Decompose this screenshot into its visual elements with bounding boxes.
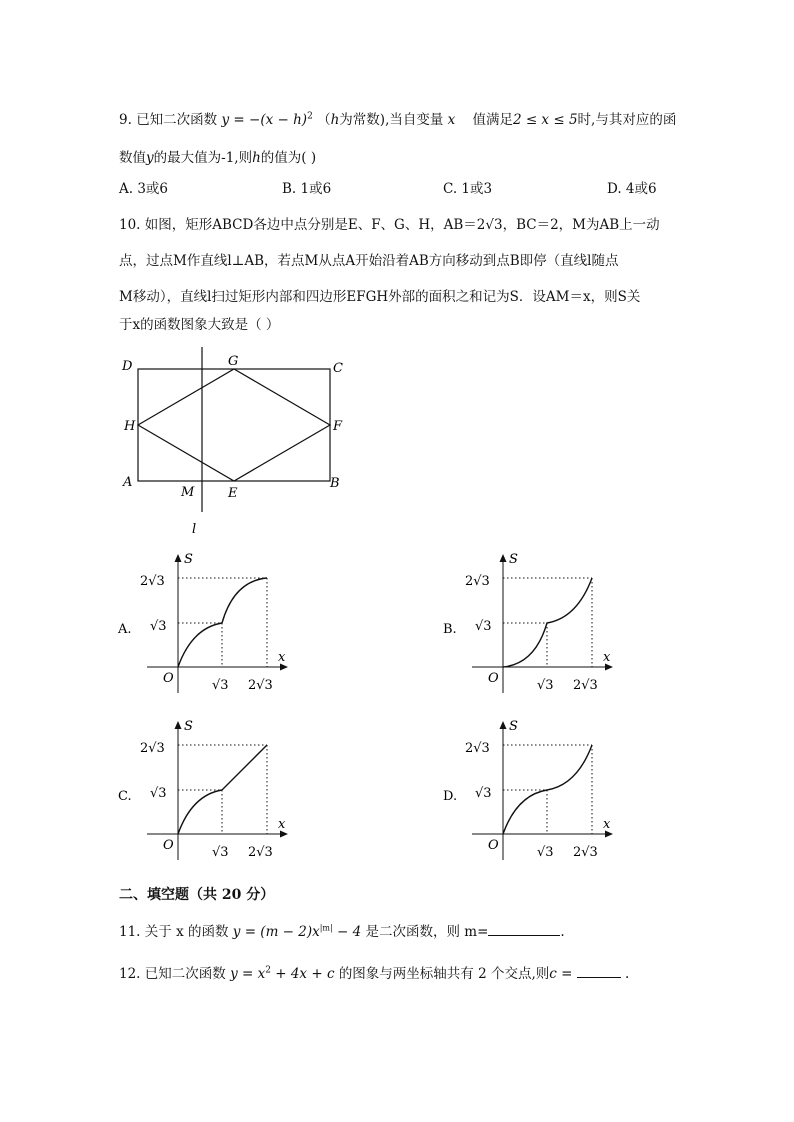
- q9-cond-post: 时,与其对应的函: [577, 112, 677, 128]
- q11-formula: y = (m − 2)x: [232, 924, 320, 940]
- y-tick-2root3: 2√3: [140, 741, 165, 756]
- origin-label: O: [488, 838, 499, 853]
- q11-end: .: [560, 924, 565, 940]
- q12-formula: y = x: [230, 966, 266, 982]
- x-tick-2root3: 2√3: [248, 678, 273, 693]
- label-c: C: [333, 361, 343, 376]
- x-tick-2root3: 2√3: [573, 845, 598, 860]
- quadrilateral-efgh: [138, 369, 330, 481]
- q9-number: 9.: [119, 112, 132, 128]
- q11-answer-blank[interactable]: [488, 935, 560, 936]
- q12-formula-tail: + 4x + c: [270, 966, 335, 982]
- q9-cond: 2 ≤ x ≤ 5: [512, 112, 578, 128]
- x-label: x: [603, 650, 611, 665]
- q12-pre: 已知二次函数: [144, 966, 226, 982]
- q12-exp: 2: [265, 965, 271, 976]
- x-tick-root3: √3: [212, 678, 229, 693]
- q9-line2-c: 的值为( ): [260, 150, 317, 166]
- y-tick-2root3: 2√3: [465, 741, 490, 756]
- x-label: x: [278, 650, 286, 665]
- rectangle-figure: [110, 340, 360, 535]
- q10-line1: 10. 如图，矩形ABCD各边中点分别是E、F、G、H，AB＝2√3，BC＝2，M为AB上一动: [119, 217, 660, 233]
- q12-post: 的图象与两坐标轴共有 2 个交点,则: [338, 966, 550, 982]
- q10-line2: 点，过点M作直线l⊥AB，若点M从点A开始沿着AB方向移动到点B即停（直线l随点: [119, 253, 619, 269]
- s-label: S: [509, 719, 518, 734]
- rectangle-abcd: [138, 369, 330, 481]
- option-b-label: B.: [443, 622, 457, 637]
- x-label: x: [603, 817, 611, 832]
- q9-h-var2: h: [252, 150, 261, 166]
- q9-formula: y = −(x − h): [221, 112, 308, 128]
- y-axis-arrow: [500, 721, 507, 729]
- x-tick-2root3: 2√3: [573, 678, 598, 693]
- q12-line: [119, 962, 629, 982]
- y-tick-root3: √3: [475, 619, 492, 634]
- q9-option-a: A. 3或6: [119, 181, 169, 197]
- q9-option-b: B. 1或6: [282, 181, 332, 197]
- y-tick-2root3: 2√3: [465, 574, 490, 589]
- q9-line2: [119, 146, 316, 166]
- s-label: S: [184, 552, 193, 567]
- y-axis-arrow: [500, 554, 507, 562]
- q9-line1: [119, 108, 676, 128]
- x-tick-root3: √3: [537, 678, 554, 693]
- q9-line2-a: 数值: [119, 150, 146, 166]
- q9-option-d: D. 4或6: [607, 181, 657, 197]
- label-d: D: [122, 359, 133, 374]
- label-g: G: [228, 354, 239, 369]
- y-tick-root3: √3: [150, 619, 167, 634]
- q9-h-var: h: [330, 112, 340, 128]
- x-tick-2root3: 2√3: [248, 845, 273, 860]
- graph-option-c: [112, 715, 302, 865]
- option-d-label: D.: [443, 789, 458, 804]
- y-axis-arrow: [175, 554, 182, 562]
- q12-end: .: [620, 966, 630, 982]
- y-tick-2root3: 2√3: [140, 574, 165, 589]
- q11-pre: 关于 x 的函数: [144, 924, 229, 940]
- x-tick-root3: √3: [212, 845, 229, 860]
- q11-number: 11.: [119, 924, 141, 940]
- q9-option-c: C. 1或3: [443, 181, 493, 197]
- q12-answer-blank[interactable]: [577, 977, 621, 978]
- y-axis-arrow: [175, 721, 182, 729]
- q11-formula-tail: − 4: [332, 924, 362, 940]
- y-tick-root3: √3: [150, 786, 167, 801]
- section-title: 二、填空题（共 20 分）: [119, 887, 275, 903]
- label-f: F: [333, 419, 343, 434]
- label-b: B: [330, 476, 340, 491]
- graph-option-b: [437, 548, 627, 698]
- origin-label: O: [163, 838, 174, 853]
- origin-label: O: [163, 671, 174, 686]
- q11-line: [119, 920, 565, 940]
- x-label: x: [278, 817, 286, 832]
- label-h: H: [124, 419, 136, 434]
- q9-y-var: y: [146, 150, 154, 166]
- label-m: M: [181, 485, 195, 500]
- q11-exp: |m|: [319, 923, 333, 933]
- q12-number: 12.: [119, 966, 141, 982]
- option-a-label: A.: [118, 622, 132, 637]
- graph-option-a: [112, 548, 302, 698]
- q9-paren: （: [317, 112, 331, 128]
- q9-cond-pre: 值满足: [472, 112, 513, 128]
- graph-option-d: [437, 715, 627, 865]
- y-tick-root3: √3: [475, 786, 492, 801]
- q11-post: 是二次函数，则 m=: [365, 924, 489, 940]
- q12-eq: =: [556, 966, 577, 982]
- label-l: l: [192, 522, 197, 535]
- s-label: S: [184, 719, 193, 734]
- q10-line3: M移动），直线l扫过矩形内部和四边形EFGH外部的面积之和记为S．设AM＝x，则S关: [119, 289, 641, 305]
- label-e: E: [228, 486, 238, 501]
- option-c-label: C.: [118, 789, 132, 804]
- label-a: A: [123, 475, 133, 490]
- q9-line2-b: 的最大值为-1,则: [153, 150, 253, 166]
- q9-paren-text: 为常数),当自变量: [339, 112, 444, 128]
- q9-exp: 2: [307, 111, 313, 122]
- origin-label: O: [488, 671, 499, 686]
- x-tick-root3: √3: [537, 845, 554, 860]
- q9-x-var: x: [447, 112, 456, 128]
- q12-c-var: c: [549, 966, 557, 982]
- q9-pre: 已知二次函数: [136, 112, 218, 128]
- q10-line4: 于x的函数图象大致是（ ）: [119, 317, 280, 333]
- s-label: S: [509, 552, 518, 567]
